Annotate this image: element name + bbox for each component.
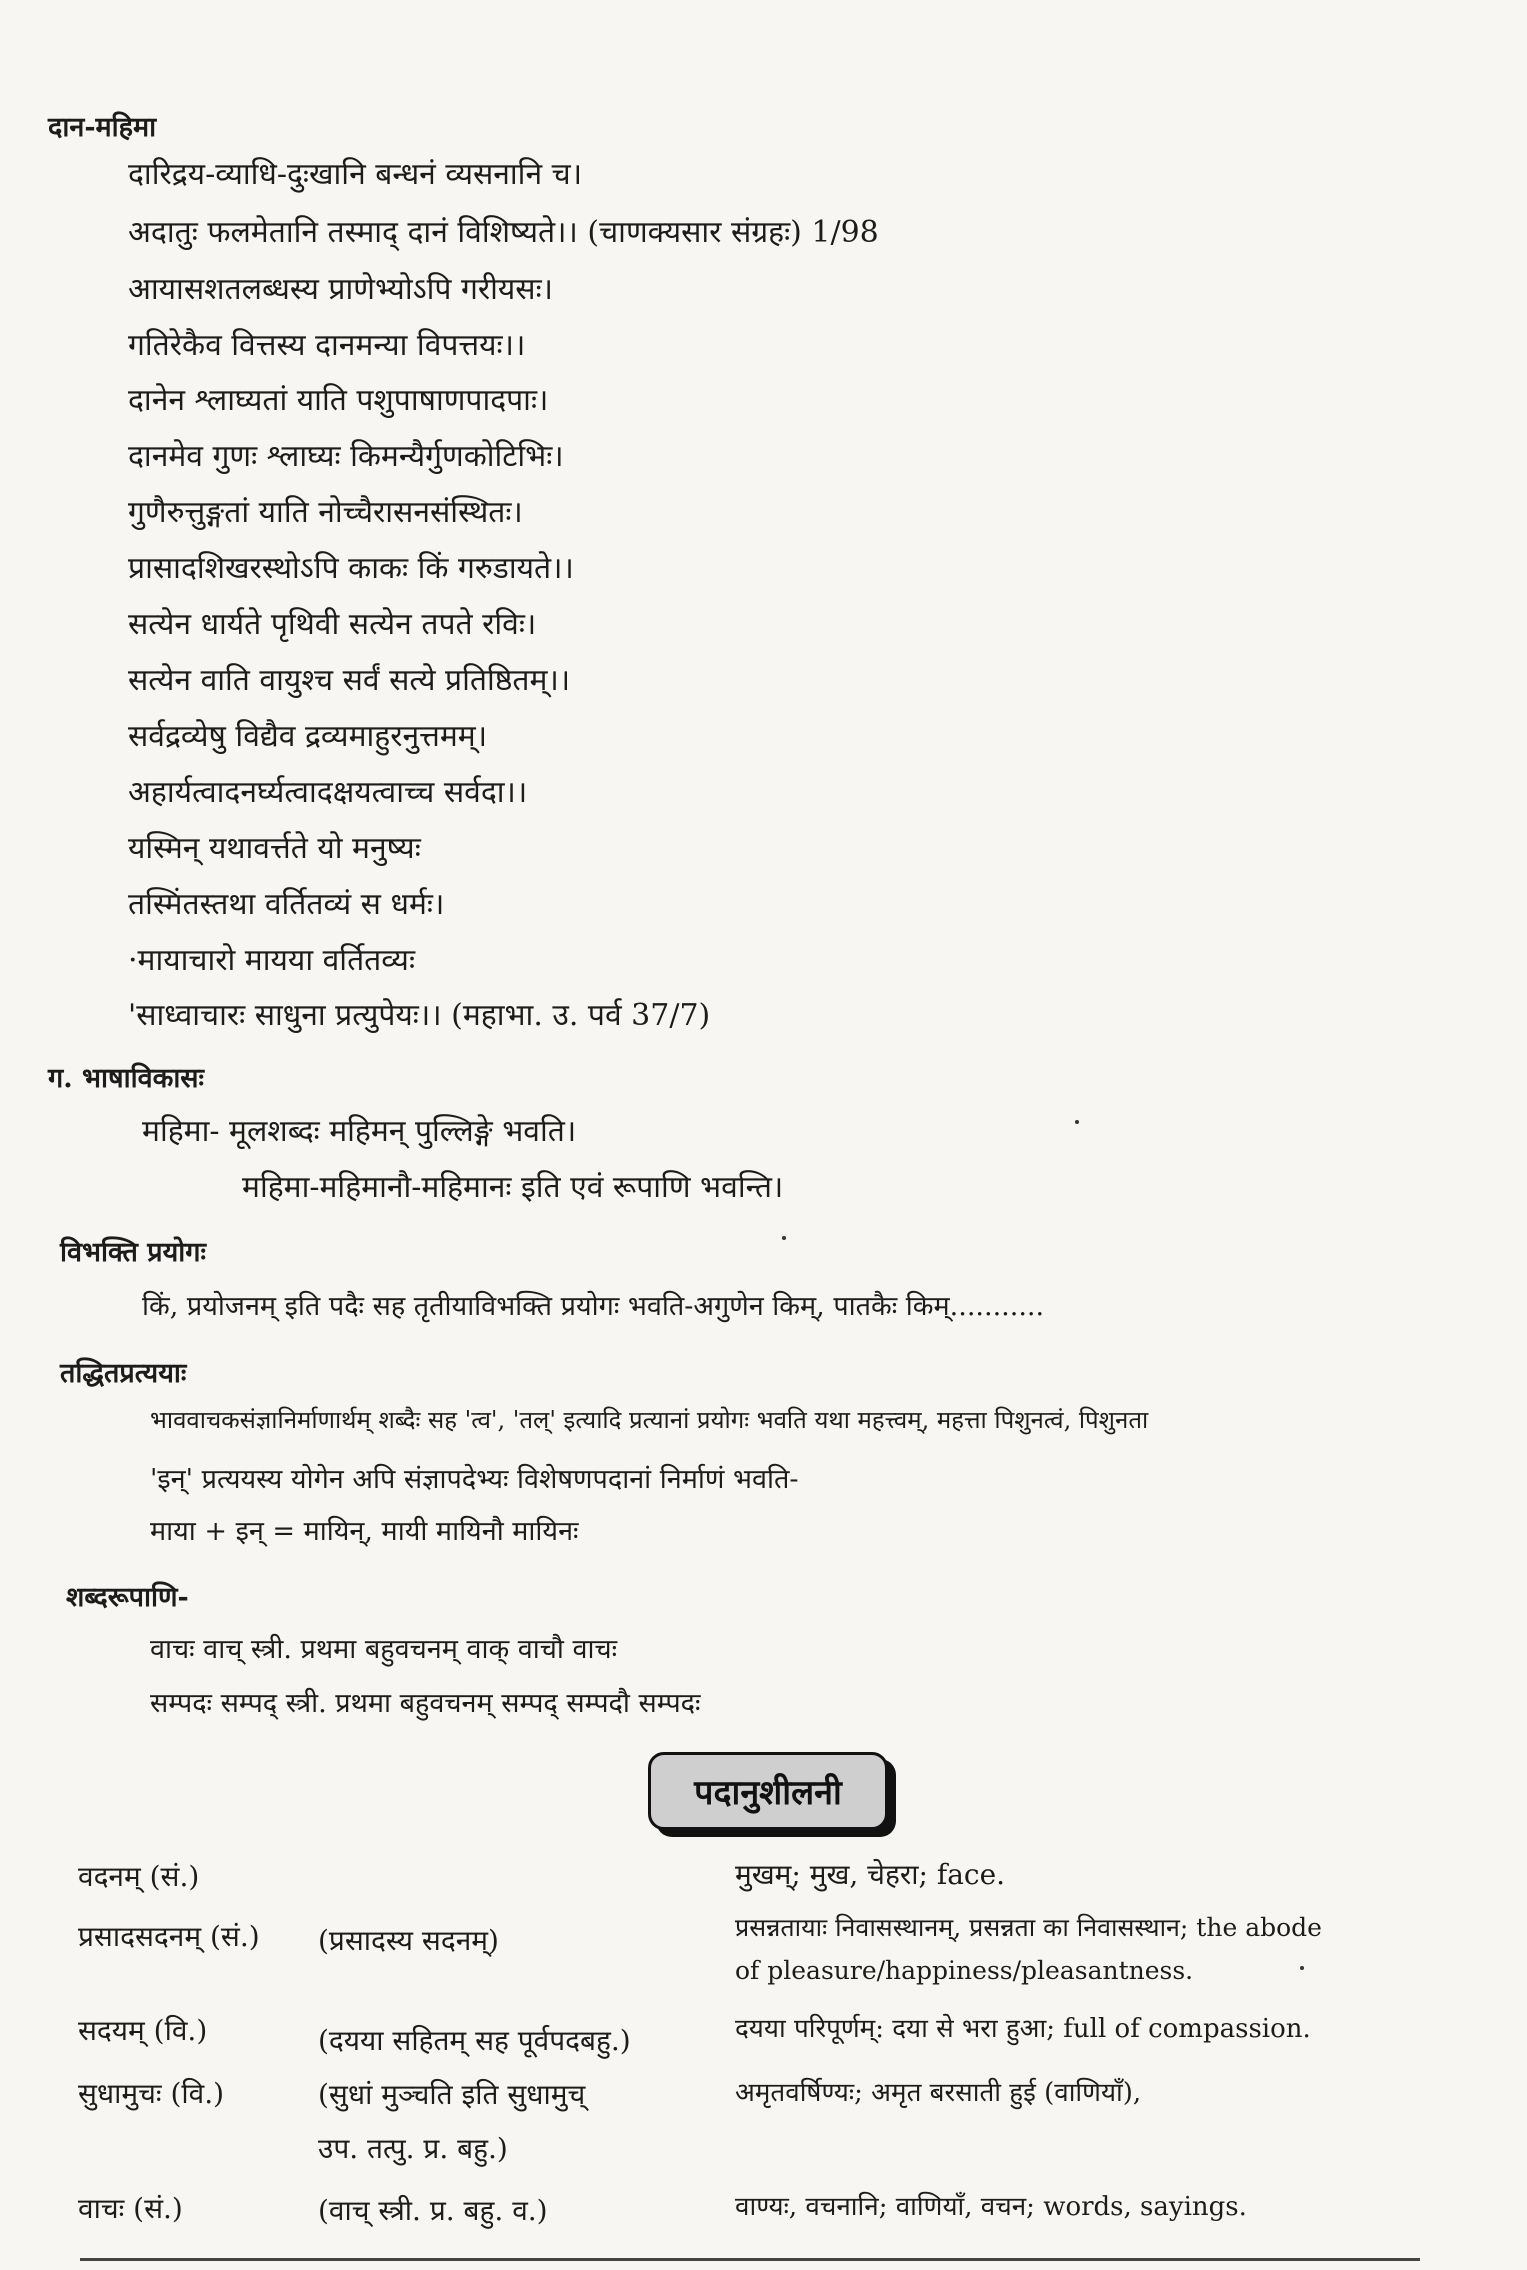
scan-speck bbox=[1075, 1120, 1079, 1124]
section-heading-shabdarupani: शब्दरूपाणि- bbox=[66, 1582, 189, 1613]
bottom-rule bbox=[80, 2258, 1420, 2261]
verse-line: आयासशतलब्धस्य प्राणेभ्योऽपि गरीयसः। bbox=[128, 272, 554, 307]
verse-line: 'साध्वाचारः साधुना प्रत्युपेयः।। (महाभा. उ. पर्व 37/7) bbox=[128, 998, 711, 1033]
verse-line: सत्येन धार्यते पृथिवी सत्येन तपते रविः। bbox=[128, 607, 537, 642]
vocab-derivation: (वाच् स्त्री. प्र. बहु. व.) bbox=[318, 2194, 548, 2227]
vocab-meaning: अमृतवर्षिण्यः; अमृत बरसाती हुई (वाणियाँ), bbox=[735, 2078, 1142, 2108]
vocab-word: सुधामुचः (वि.) bbox=[78, 2077, 225, 2110]
verse-line: दानमेव गुणः श्लाघ्यः किमन्यैर्गुणकोटिभिः। bbox=[128, 439, 564, 474]
body-line: किं, प्रयोजनम् इति पदैः सह तृतीयाविभक्ति प्रयोगः भवति-अगुणेन किम्, पातकैः किम्........... bbox=[142, 1291, 1045, 1322]
body-line: महिमा-महिमानौ-महिमानः इति एवं रूपाणि भवन्ति। bbox=[242, 1170, 784, 1205]
vocab-meaning-cont: of pleasure/happiness/pleasantness. bbox=[735, 1956, 1194, 1985]
vocab-meaning: दयया परिपूर्णम्: दया से भरा हुआ; full of compassion. bbox=[735, 2014, 1311, 2044]
verse-line: सत्येन वाति वायुश्च सर्वं सत्ये प्रतिष्ठितम्।। bbox=[128, 663, 571, 698]
vocab-derivation: (दयया सहितम् सह पूर्वपदबहु.) bbox=[318, 2024, 631, 2057]
vocab-badge: पदानुशीलनी bbox=[648, 1752, 888, 1830]
verse-line: प्रासादशिखरस्थोऽपि काकः किं गरुडायते।। bbox=[128, 551, 574, 586]
vocab-word: सदयम् (वि.) bbox=[78, 2014, 208, 2047]
verse-line: यस्मिन् यथावर्त्तते यो मनुष्यः bbox=[128, 831, 421, 866]
verse-line: गतिरेकैव वित्तस्य दानमन्या विपत्तयः।। bbox=[128, 328, 526, 363]
body-line: 'इन्' प्रत्ययस्य योगेन अपि संज्ञापदेभ्यः विशेषणपदानां निर्माणं भवति- bbox=[150, 1464, 799, 1495]
verse-line: सर्वद्रव्येषु विद्यैव द्रव्यमाहुरनुत्तमम्। bbox=[128, 719, 488, 754]
section-heading-bhashavikas: ग. भाषाविकासः bbox=[48, 1063, 205, 1094]
body-line: माया + इन् = मायिन्, मायी मायिनौ मायिनः bbox=[150, 1516, 579, 1547]
section-heading-taddhita: तद्धितप्रत्ययाः bbox=[60, 1358, 187, 1389]
verse-line: ·मायाचारो मायया वर्तितव्यः bbox=[128, 943, 415, 978]
verse-line: तस्मिंतस्तथा वर्तितव्यं स धर्मः। bbox=[128, 887, 445, 922]
vocab-derivation: (प्रसादस्य सदनम्) bbox=[318, 1924, 499, 1957]
verse-line: दारिद्रय-व्याधि-दुःखानि बन्धनं व्यसनानि च। bbox=[128, 157, 583, 192]
vocab-word: वदनम् (सं.) bbox=[78, 1860, 200, 1893]
body-line: महिमा- मूलशब्दः महिमन् पुल्लिङ्गे भवति। bbox=[142, 1114, 577, 1149]
verse-line: दानेन श्लाघ्यतां याति पशुपाषाणपादपाः। bbox=[128, 383, 549, 418]
section-heading-vibhakti: विभक्ति प्रयोगः bbox=[60, 1237, 206, 1268]
vocab-word: वाचः (सं.) bbox=[78, 2192, 183, 2225]
scan-speck bbox=[782, 1236, 786, 1240]
verse-line: गुणैरुत्तुङ्गतां याति नोच्चैरासनसंस्थितः। bbox=[128, 495, 523, 530]
vocab-badge-wrap bbox=[648, 1752, 894, 1834]
section-heading-daan-mahima: दान-महिमा bbox=[48, 112, 157, 143]
vocab-meaning: मुखम्; मुख, चेहरा; face. bbox=[735, 1858, 1006, 1891]
body-line: वाचः वाच् स्त्री. प्रथमा बहुवचनम् वाक् वाचौ वाचः bbox=[150, 1634, 618, 1665]
vocab-word: प्रसादसदनम् (सं.) bbox=[78, 1920, 260, 1953]
vocab-derivation-cont: उप. तत्पु. प्र. बहु.) bbox=[318, 2132, 508, 2165]
verse-line: अहार्यत्वादनर्घ्यत्वादक्षयत्वाच्च सर्वदा।। bbox=[128, 775, 528, 810]
verse-line: अदातुः फलमेतानि तस्माद् दानं विशिष्यते।। (चाणक्यसार संग्रहः) 1/98 bbox=[128, 215, 879, 250]
scan-speck bbox=[1300, 1966, 1304, 1970]
body-line: सम्पदः सम्पद् स्त्री. प्रथमा बहुवचनम् सम्पद् सम्पदौ सम्पदः bbox=[150, 1688, 701, 1719]
vocab-meaning: वाण्यः, वचनानि; वाणियाँ, वचन; words, sayings. bbox=[735, 2192, 1247, 2222]
vocab-meaning: प्रसन्नतायाः निवासस्थानम्, प्रसन्नता का निवासस्थान; the abode bbox=[735, 1913, 1322, 1942]
body-line: भाववाचकसंज्ञानिर्माणार्थम् शब्दैः सह 'त्व', 'तल्' इत्यादि प्रत्यानां प्रयोगः भवति यथा महत्त्वम्, महत्ता पिशुनत्वं, पिशुनता bbox=[150, 1406, 1149, 1434]
vocab-derivation: (सुधां मुञ्चति इति सुधामुच् bbox=[318, 2078, 586, 2111]
